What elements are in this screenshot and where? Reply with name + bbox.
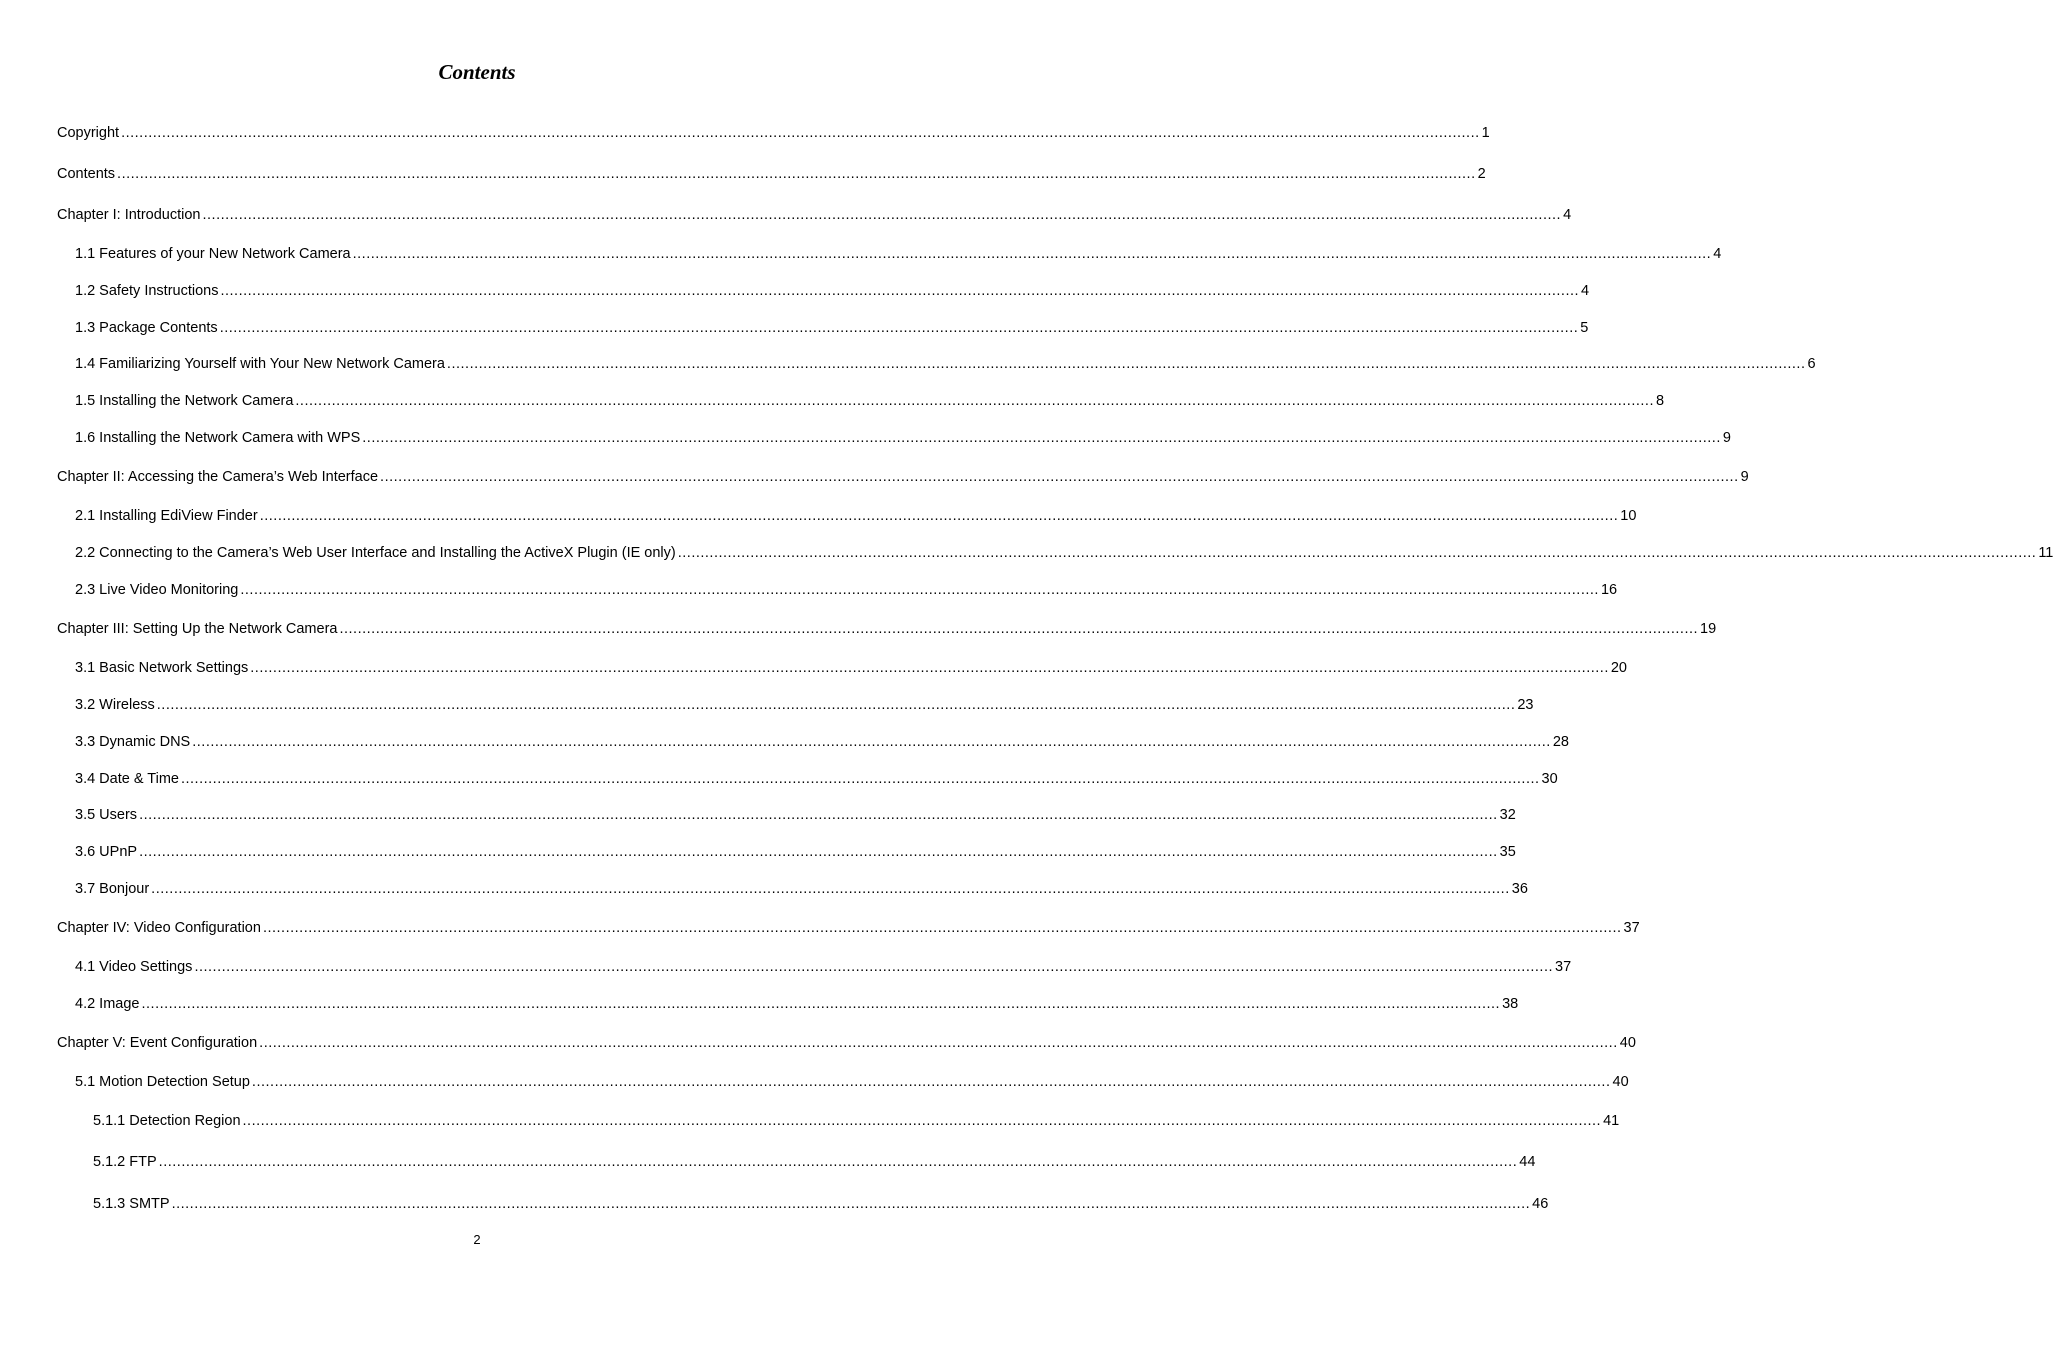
toc-entry-page: 6: [1807, 356, 1816, 372]
toc-entry-page: 9: [1740, 469, 1749, 485]
toc-entry-label: Chapter V: Event Configuration: [57, 1035, 258, 1051]
toc-entry-page: 38: [1502, 996, 1519, 1012]
toc-entry-page: 28: [1552, 734, 1569, 750]
toc-entry-label: 3.6 UPnP: [75, 844, 138, 860]
toc-leader-dots: ............................................................................................................................................................................................................................................................................................................: [446, 356, 1806, 372]
toc-entry[interactable]: [75, 280, 1590, 302]
toc-entry[interactable]: [75, 317, 1589, 339]
toc-leader-dots: ............................................................................................................................................................................................................................................................................................................: [352, 246, 1712, 262]
toc-entry-page: 37: [1555, 959, 1572, 975]
toc-leader-dots: ............................................................................................................................................................................................................................................................................................................: [259, 508, 1619, 524]
toc-entry[interactable]: [75, 505, 1637, 527]
toc-leader-dots: ............................................................................................................................................................................................................................................................................................................: [202, 207, 1562, 223]
toc-entry-page: 41: [1603, 1113, 1620, 1129]
toc-entry[interactable]: [57, 163, 1486, 185]
toc-entry-page: 8: [1655, 393, 1665, 409]
toc-entry-page: 32: [1499, 807, 1516, 823]
toc-entry-page: 46: [1532, 1196, 1549, 1212]
toc-entry-label: Chapter II: Accessing the Camera’s Web Interface: [57, 469, 379, 485]
toc-leader-dots: ............................................................................................................................................................................................................................................................................................................: [219, 320, 1579, 336]
toc-entry[interactable]: [93, 1193, 1549, 1215]
toc-entry-label: 1.4 Familiarizing Yourself with Your New Network Camera: [75, 356, 445, 372]
toc-entry[interactable]: [93, 1110, 1620, 1132]
toc-entry-page: 16: [1600, 582, 1618, 598]
toc-entry-page: 4: [1563, 207, 1572, 223]
toc-leader-dots: ............................................................................................................................................................................................................................................................................................................: [194, 959, 1554, 975]
toc-entry-page: 2: [1477, 166, 1486, 182]
toc-entry-page: 30: [1541, 771, 1558, 787]
toc-entry[interactable]: [57, 204, 1572, 226]
toc-entry-label: Contents: [57, 166, 116, 182]
toc-entry-page: 35: [1499, 844, 1516, 860]
toc-entry-label: 1.5 Installing the Network Camera: [75, 393, 294, 409]
toc-leader-dots: ............................................................................................................................................................................................................................................................................................................: [180, 771, 1540, 787]
toc-entry[interactable]: [75, 956, 1572, 978]
toc-entry-page: 44: [1519, 1154, 1536, 1170]
toc-entry-label: 2.3 Live Video Monitoring: [75, 582, 239, 598]
toc-entry[interactable]: [75, 878, 1528, 900]
toc-entry-page: 5: [1580, 320, 1589, 336]
toc-leader-dots: ............................................................................................................................................................................................................................................................................................................: [158, 1154, 1518, 1170]
toc-entry-label: 1.3 Package Contents: [75, 320, 218, 336]
toc-entry[interactable]: [75, 353, 1816, 375]
toc-leader-dots: ............................................................................................................................................................................................................................................................................................................: [117, 166, 1476, 182]
toc-leader-dots: ............................................................................................................................................................................................................................................................................................................: [139, 807, 1498, 823]
toc-entry-label: 3.3 Dynamic DNS: [75, 734, 191, 750]
toc-entry-page: 20: [1610, 660, 1627, 676]
toc-leader-dots: ............................................................................................................................................................................................................................................................................................................: [259, 1035, 1618, 1051]
toc-leader-dots: ............................................................................................................................................................................................................................................................................................................: [192, 734, 1551, 750]
toc-entry-page: 40: [1619, 1035, 1636, 1051]
toc-entry-page: 19: [1700, 621, 1717, 637]
toc-entry[interactable]: [75, 804, 1516, 826]
toc-entry[interactable]: [75, 542, 2053, 564]
toc-entry[interactable]: [75, 731, 1569, 753]
toc-entry[interactable]: [75, 993, 1519, 1015]
toc-leader-dots: ............................................................................................................................................................................................................................................................................................................: [380, 469, 1739, 485]
toc-entry-page: 4: [1581, 283, 1590, 299]
toc-leader-dots: ............................................................................................................................................................................................................................................................................................................: [251, 1074, 1611, 1090]
toc-entry-label: 3.2 Wireless: [75, 697, 155, 713]
toc-entry-page: 40: [1612, 1074, 1629, 1090]
toc-leader-dots: ............................................................................................................................................................................................................................................................................................................: [220, 283, 1580, 299]
toc-entry-label: 3.5 Users: [75, 807, 138, 823]
toc-entry-label: 5.1 Motion Detection Setup: [75, 1074, 250, 1090]
toc-leader-dots: ............................................................................................................................................................................................................................................................................................................: [339, 621, 1699, 637]
toc-leader-dots: ............................................................................................................................................................................................................................................................................................................: [362, 430, 1721, 446]
toc-entry-page: 36: [1511, 881, 1528, 897]
toc-leader-dots: ............................................................................................................................................................................................................................................................................................................: [141, 996, 1501, 1012]
toc-entry-label: 5.1.3 SMTP: [93, 1196, 170, 1212]
toc-leader-dots: ............................................................................................................................................................................................................................................................................................................: [240, 582, 1599, 598]
toc-entry[interactable]: [75, 427, 1731, 449]
toc-leader-dots: ............................................................................................................................................................................................................................................................................................................: [242, 1113, 1602, 1129]
toc-leader-dots: ............................................................................................................................................................................................................................................................................................................: [156, 697, 1516, 713]
toc-leader-dots: ............................................................................................................................................................................................................................................................................................................: [295, 393, 1654, 409]
toc-entry-page: 9: [1722, 430, 1731, 446]
toc-leader-dots: ............................................................................................................................................................................................................................................................................................................: [171, 1196, 1531, 1212]
toc-entry[interactable]: [57, 618, 1717, 640]
toc-entry[interactable]: [75, 243, 1722, 265]
toc-entry-page: 11: [2038, 545, 2053, 561]
toc-entry-label: Chapter IV: Video Configuration: [57, 920, 261, 936]
toc-entry-label: 2.2 Connecting to the Camera’s Web User Interface and Installing the ActiveX Plugin (IE only): [75, 545, 676, 561]
toc-entry-label: 1.2 Safety Instructions: [75, 283, 219, 299]
toc-entry-label: Copyright: [57, 125, 120, 141]
toc-entry-label: 5.1.1 Detection Region: [93, 1113, 241, 1129]
toc-entry[interactable]: [75, 768, 1558, 790]
toc-entry-label: 4.1 Video Settings: [75, 959, 193, 975]
toc-entry-label: Chapter III: Setting Up the Network Camera: [57, 621, 338, 637]
toc-entry-label: 2.1 Installing EdiView Finder: [75, 508, 258, 524]
toc-leader-dots: ............................................................................................................................................................................................................................................................................................................: [250, 660, 1609, 676]
toc-entry-page: 1: [1481, 125, 1490, 141]
toc-entry-label: 4.2 Image: [75, 996, 140, 1012]
toc-leader-dots: ............................................................................................................................................................................................................................................................................................................: [151, 881, 1510, 897]
toc-entry-label: 3.4 Date & Time: [75, 771, 179, 787]
toc-entry-page: 23: [1517, 697, 1534, 713]
toc-entry[interactable]: [75, 579, 1618, 601]
toc-entry-label: 1.6 Installing the Network Camera with WPS: [75, 430, 361, 446]
toc-entry-page: 4: [1713, 246, 1722, 262]
toc-entry-page: 10: [1620, 508, 1637, 524]
toc-leader-dots: ............................................................................................................................................................................................................................................................................................................: [139, 844, 1498, 860]
toc-entry[interactable]: [93, 1151, 1536, 1173]
toc-entry-label: Chapter I: Introduction: [57, 207, 201, 223]
toc-entry[interactable]: [75, 841, 1516, 863]
toc-entry-label: 1.1 Features of your New Network Camera: [75, 246, 351, 262]
toc-entry[interactable]: [75, 657, 1627, 679]
toc-entry[interactable]: [57, 122, 1490, 144]
toc-entry[interactable]: [57, 1032, 1636, 1054]
toc-entry[interactable]: [57, 466, 1749, 488]
toc-entry[interactable]: [75, 390, 1665, 412]
toc-entry[interactable]: [57, 917, 1640, 939]
toc-leader-dots: ............................................................................................................................................................................................................................................................................................................: [677, 545, 2037, 561]
toc-entry-label: 5.1.2 FTP: [93, 1154, 157, 1170]
toc-entry-page: 37: [1623, 920, 1640, 936]
toc-entry-label: 3.1 Basic Network Settings: [75, 660, 249, 676]
page-number: 2: [473, 1232, 481, 1247]
page-title: Contents: [438, 60, 516, 84]
toc-leader-dots: ............................................................................................................................................................................................................................................................................................................: [121, 125, 1480, 141]
toc-entry-label: 3.7 Bonjour: [75, 881, 150, 897]
toc-leader-dots: ............................................................................................................................................................................................................................................................................................................: [262, 920, 1622, 936]
toc-entry[interactable]: [75, 1071, 1629, 1093]
toc-entry[interactable]: [75, 694, 1534, 716]
